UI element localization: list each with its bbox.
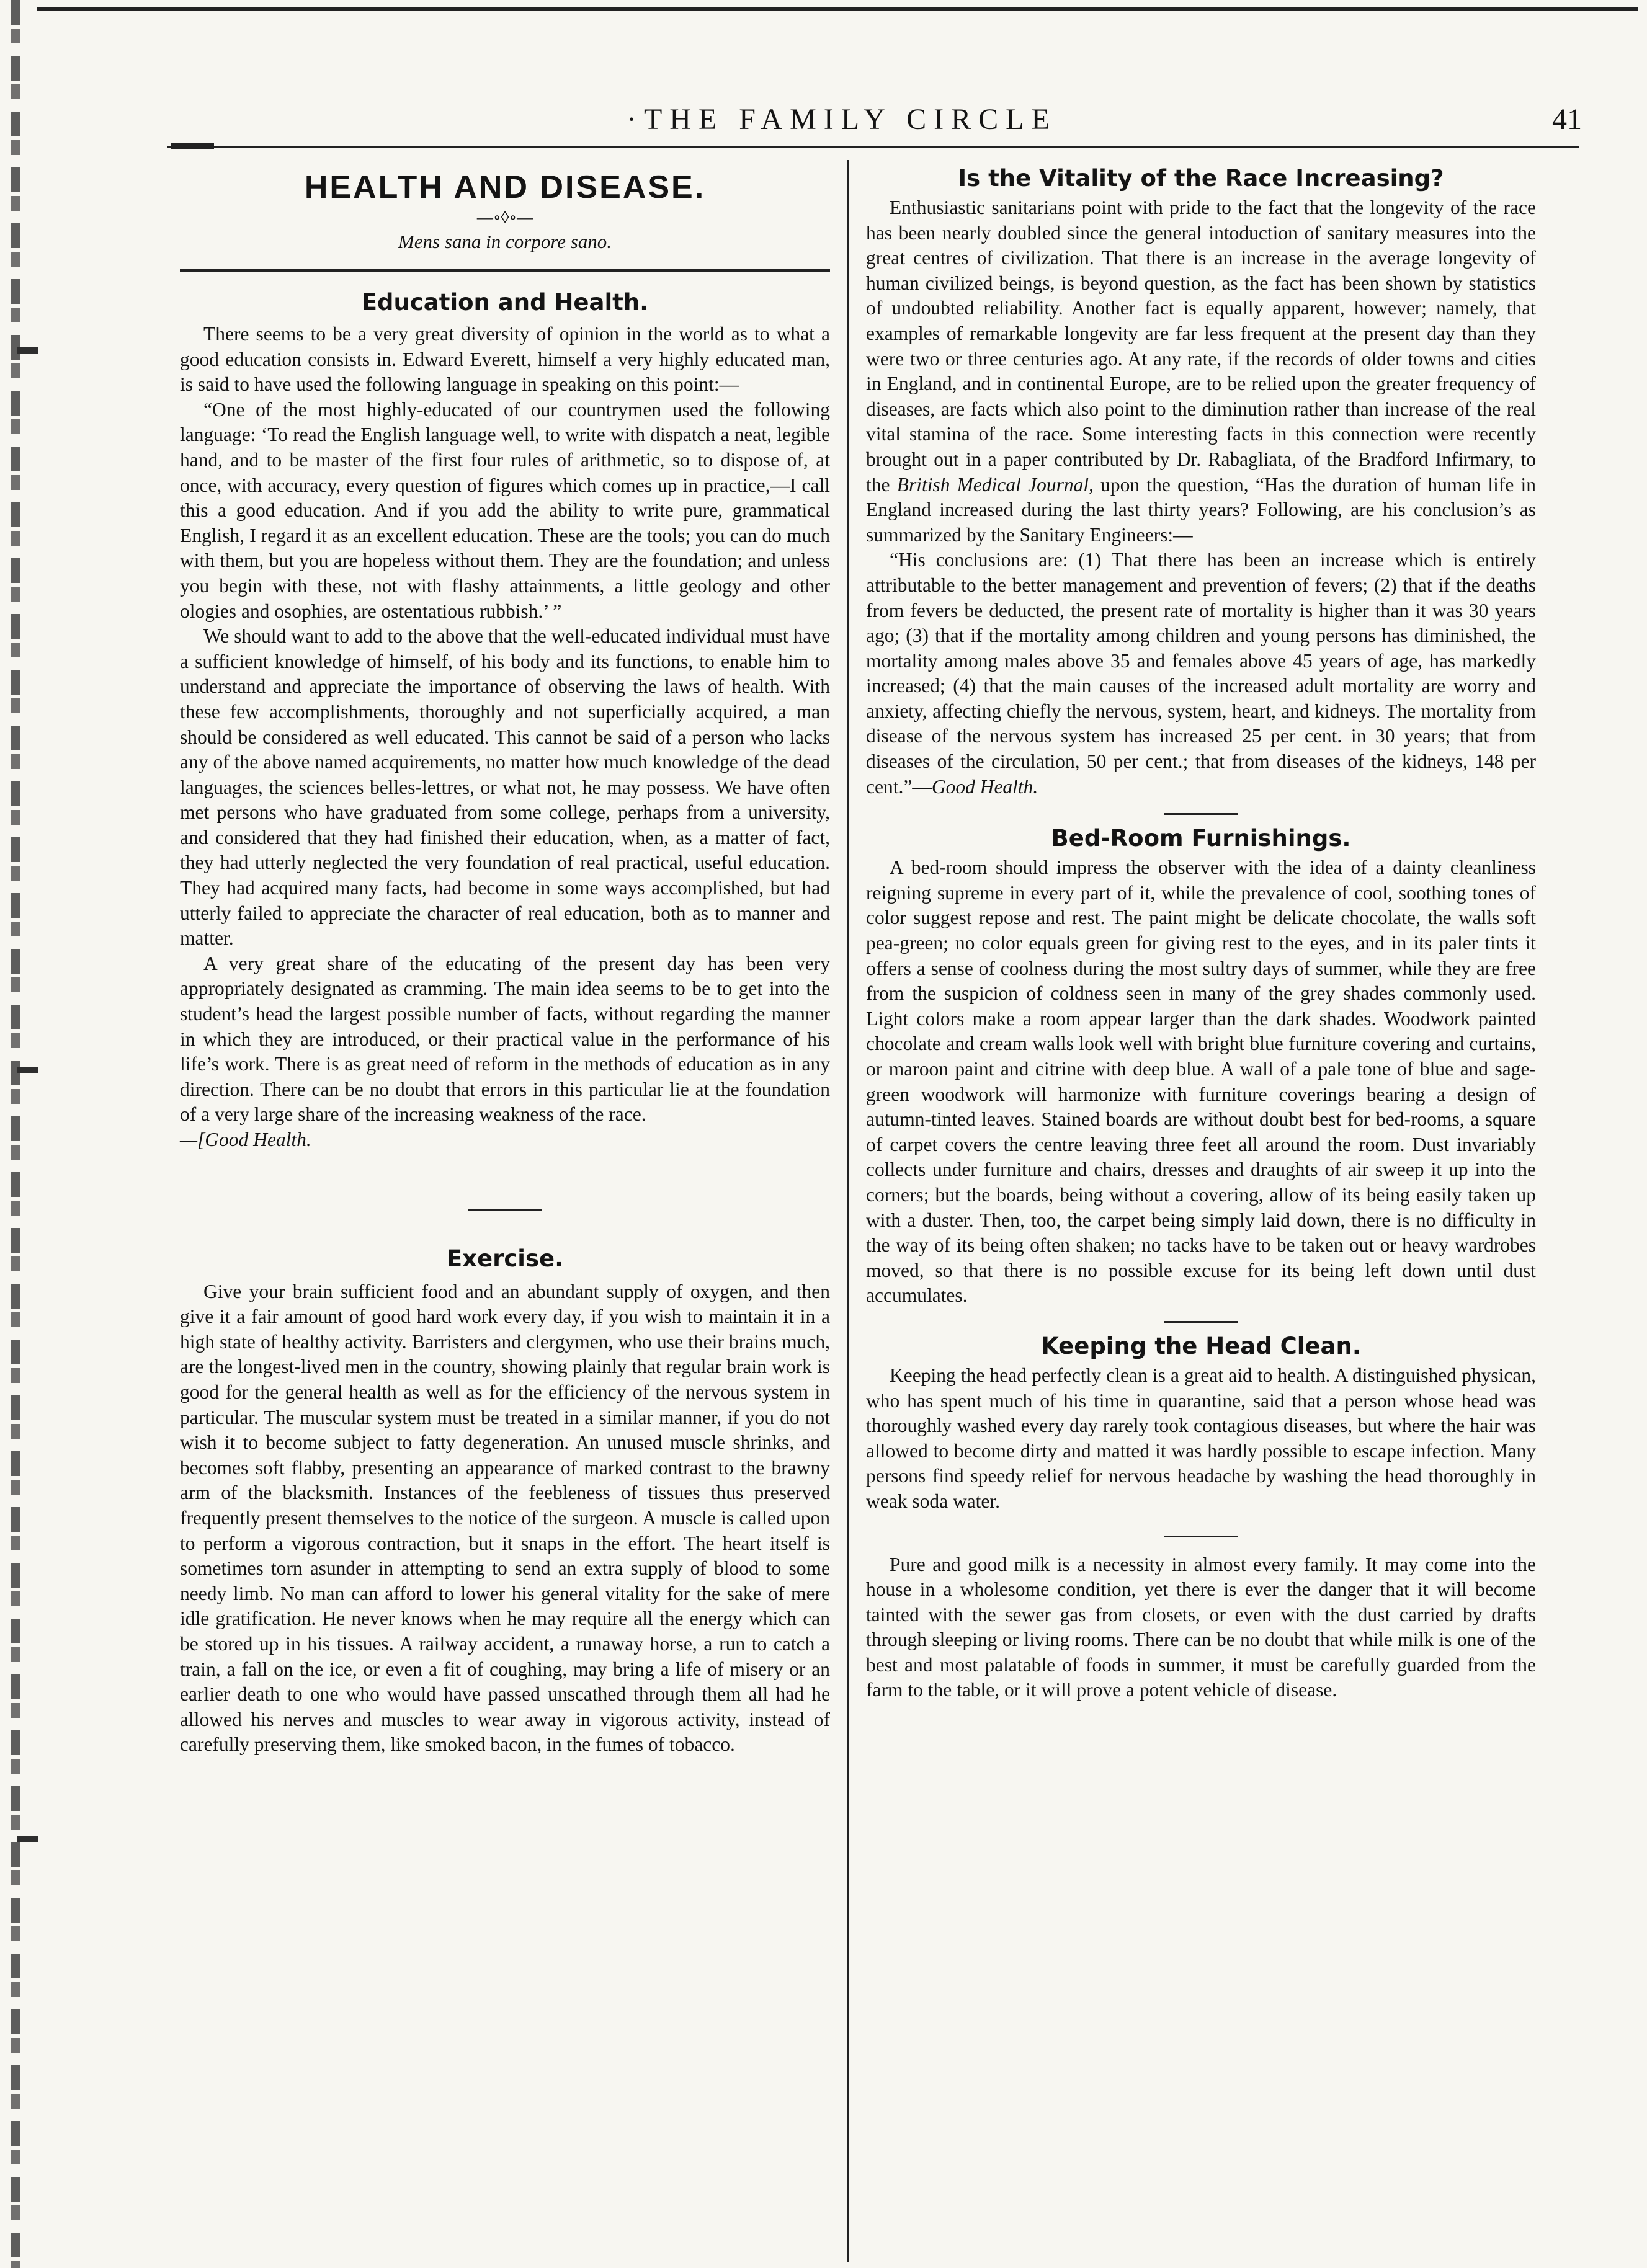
scan-left-edge [11, 0, 20, 2268]
article-paragraph: A very great share of the educating of the present day has been very appropriately designated as cramming. The main idea seems to be to get into the student’s head the largest possible number of facts, without regarding the manner in which they are introduced, or their practical value in the performance of his life’s work. There is as great need of reform in the methods of education as in any direction. There can be no doubt that errors in this particular lie at the foundation of a very large share of the increasing weakness of the race. [180, 952, 830, 1126]
header-rule-mark [171, 143, 214, 149]
article-paragraph: There seems to be a very great diversity of opinion in the world as to what a good education consists in. Edward Everett, himself a very highly educated man, is said to have used the following language in speaking on this point:— [180, 323, 830, 396]
right-column [866, 160, 1536, 1703]
journal-title: British Medical Journal, [896, 473, 1094, 496]
scan-edge-mark [17, 347, 38, 354]
article-separator [1164, 1536, 1238, 1537]
article-heading-exercise: Exercise. [446, 1245, 564, 1272]
article-paragraph: Keeping the head perfectly clean is a great aid to health. A distinguished physican, who has spent much of his time in quarantine, said that a person whose head was thoroughly washed every day rarely took contagious diseases, but where the hair was allowed to become dirty and matted it was hardly possible to escape infection. Many persons find speedy relief for nervous headache by washing the head thoroughly in weak soda water. [866, 1364, 1536, 1512]
running-header [167, 102, 1582, 146]
article-text: upon the question, “Has the duration of human life in England increased during the last thirty years? Following, are his conclusion’s as summarized by the Sanitary Engineers:— [866, 473, 1537, 546]
article-paragraph: A bed-room should impress the observer with the idea of a dainty cleanliness reigning supreme in every part of it, while the prevalence of cool, soothing tones of color suggest repose and rest. The paint might be delicate chocolate, the walls soft pea-green; no color equals green for giving rest to the eyes, and in its paler tints it offers a sense of coolness during the most sultry days of summer, while they are free from the suspicion of coldness seen in many of the grey shades commonly used. Light colors make a room appear larger than the dark shades. Woodwork painted chocolate and cream walls look well with bright blue furniture covering and curtains, or maroon paint and citrine with deep blue. A wall of a pale tone of blue and sage-green woodwork will harmonize with furniture coverings bearing a design of autumn-tinted leaves. Stained boards are without doubt best for bed-rooms, a square of carpet covers the centre leaving three feet all around the room. Dust invariably collects under furniture and chairs, dresses and draughts of air sweep it up into the corners; but the boards, being without a covering, allow of its being easily taken up with a duster. Then, too, the carpet being simply laid down, there is no difficulty in the way of its being often shaken; no tacks have to be taken out or heavy wardrobes moved, so that there is no possible excuse for its being left down until dust accumulates. [866, 856, 1536, 1307]
article-paragraph: Give your brain sufficient food and an abundant supply of oxygen, and then give it a fair amount of good hard work every day, if you wish to maintain it in a high state of healthy activity. Barristers and clergymen, who use their brains much, are the longest-lived men in the country, showing plainly that regular brain work is good for the general health as well as for the efficiency of the nervous system in particular. The muscular system must be treated in a similar manner, if you do not wish it to become subject to fatty degeneration. An unused muscle shrinks, and becomes soft flabby, presenting an appearance of marked contrast to the brawny arm of the blacksmith. Instances of the feebleness of tissues thus preserved frequently present themselves to the notice of the surgeon. A muscle is called upon to perform a vigorous contraction, but it snaps in the effort. The heart itself is sometimes torn asunder in attempting to send an extra supply of blood to some needy limb. No man can afford to lower his general vitality for the sake of mere idle gratification. He never knows when he may require all the energy which can be stored up in his tissues. A railway accident, a runaway horse, a run to catch a train, a fall on the ice, or even a fit of coughing, may bring a life of misery or an earlier death to one who would have passed unscathed through them all had he allowed his nerves and muscles to wear away in vigorous activity, instead of carefully preserving them, like smoked bacon, in the fumes of tobacco. [180, 1280, 830, 1756]
article-heading-bedroom: Bed-Room Furnishings. [1051, 825, 1351, 852]
article-separator [1164, 813, 1238, 815]
article-text: Enthusiastic sanitarians point with pride to the fact that the longevity of the race has been nearly doubled since the general intoduction of sanitary measures into the great centres of civilization. That there is an increase in the average longevity of human civilized beings, is beyond question, as the fact has been shown by statistics of undoubted reliability. Another fact is equally apparent, however; namely, that examples of remarkable longevity are far less frequent at the present day than they were two or three centuries ago. At any rate, if the records of older towns and cities in England, and in continental Europe, are to be relied upon the greater frequency of diseases, are facts which also point to the diminution rather than increase of the real vital stamina of the race. Some interesting facts in this connection were recently brought out in a paper contributed by Dr. Rabagliata, of the Bradford Infirmary, to the [866, 197, 1536, 496]
article-heading-head-clean: Keeping the Head Clean. [1041, 1332, 1361, 1359]
article-paragraph [866, 548, 1536, 799]
article-separator [468, 1209, 542, 1211]
left-column [180, 160, 830, 1758]
scan-edge-mark [17, 1836, 38, 1842]
section-rule [180, 269, 830, 272]
article-paragraph: We should want to add to the above that the well-educated individual must have a sufficient knowledge of himself, of his body and its functions, to enable him to understand and appreciate the importance of observing the laws of health. With these few accomplishments, thoroughly and not superficially acquired, a man should be considered as well educated. This cannot be said of a person who lacks any of the above named acquirements, no matter how much knowledge of the dead languages, the sciences belles-lettres, or what not, he may possess. We have often met persons who have graduated from some college, perhaps from a university, and considered that they had finished their education, when, as a matter of fact, they had utterly neglected the very foundation of real practical, useful education. They had acquired many facts, had become in some ways accomplished, but had utterly failed to appreciate the character of real education, both as to manner and matter. [180, 625, 830, 949]
article-paragraph: “One of the most highly-educated of our countrymen used the following language: ‘To read the English language well, to write with dispatch a neat, legible hand, and to be master of the first four rules of arithmetic, so to dispose of, at once, with accuracy, every question of figures which comes up in practice,—I call this a good education. And if you add the ability to write pure, grammatical English, I regard it as an excellent education. These are the tools; you can do much with them, but you are hopeless without them. They are the foundation; and unless you begin with these, not with flashy attainments, a little geology and other ologies and osophies, are ostentatious rubbish.’ ” [180, 398, 830, 622]
article-text: “His conclusions are: (1) That there has been an increase which is entirely attributable to the better management and prevention of fevers; (2) that if the deaths from fevers be deducted, the present rate of mortality is higher than it was 30 years ago; (3) that if the mortality among children and young persons has diminished, the mortality among males above 35 and females above 45 years of age, has markedly increased; (4) that the main causes of the increased adult mortality are worry and anxiety, affecting chiefly the nervous, system, heart, and kidneys. The mortality from disease of the nervous system has increased 25 per cent. in 30 years; that from diseases of the circulation, 50 per cent.; that from diseases of the kidneys, 148 per cent.”— [866, 549, 1536, 798]
running-title: ·THE FAMILY CIRCLE [627, 103, 1057, 136]
title-ornament: —∘◊∘— [476, 208, 533, 226]
article-heading-vitality: Is the Vitality of the Race Increasing? [958, 165, 1444, 192]
article-paragraph: Pure and good milk is a necessity in almost every family. It may come into the house in a wholesome condition, yet there is ever the danger that it will become tainted with the sewer gas from closets, or even with the dust carried by drafts through sleeping or living rooms. There can be no doubt that while milk is one of the best and most palatable of foods in summer, it must be carefully guarded from the farm to the table, or it will prove a potent vehicle of disease. [866, 1553, 1536, 1701]
article-credit: Good Health. [931, 775, 1038, 798]
department-title: HEALTH AND DISEASE. [304, 169, 706, 205]
page-top-rule [37, 7, 1638, 11]
article-paragraph [866, 195, 1536, 548]
article-separator [1164, 1321, 1238, 1323]
column-divider [847, 160, 849, 2262]
scan-edge-mark [17, 1067, 38, 1073]
header-rule [167, 146, 1579, 148]
article-heading-education: Education and Health. [361, 289, 649, 316]
page-number: 41 [1552, 103, 1582, 136]
article-credit: —[Good Health. [180, 1129, 311, 1150]
department-motto: Mens sana in corpore sano. [398, 231, 612, 252]
